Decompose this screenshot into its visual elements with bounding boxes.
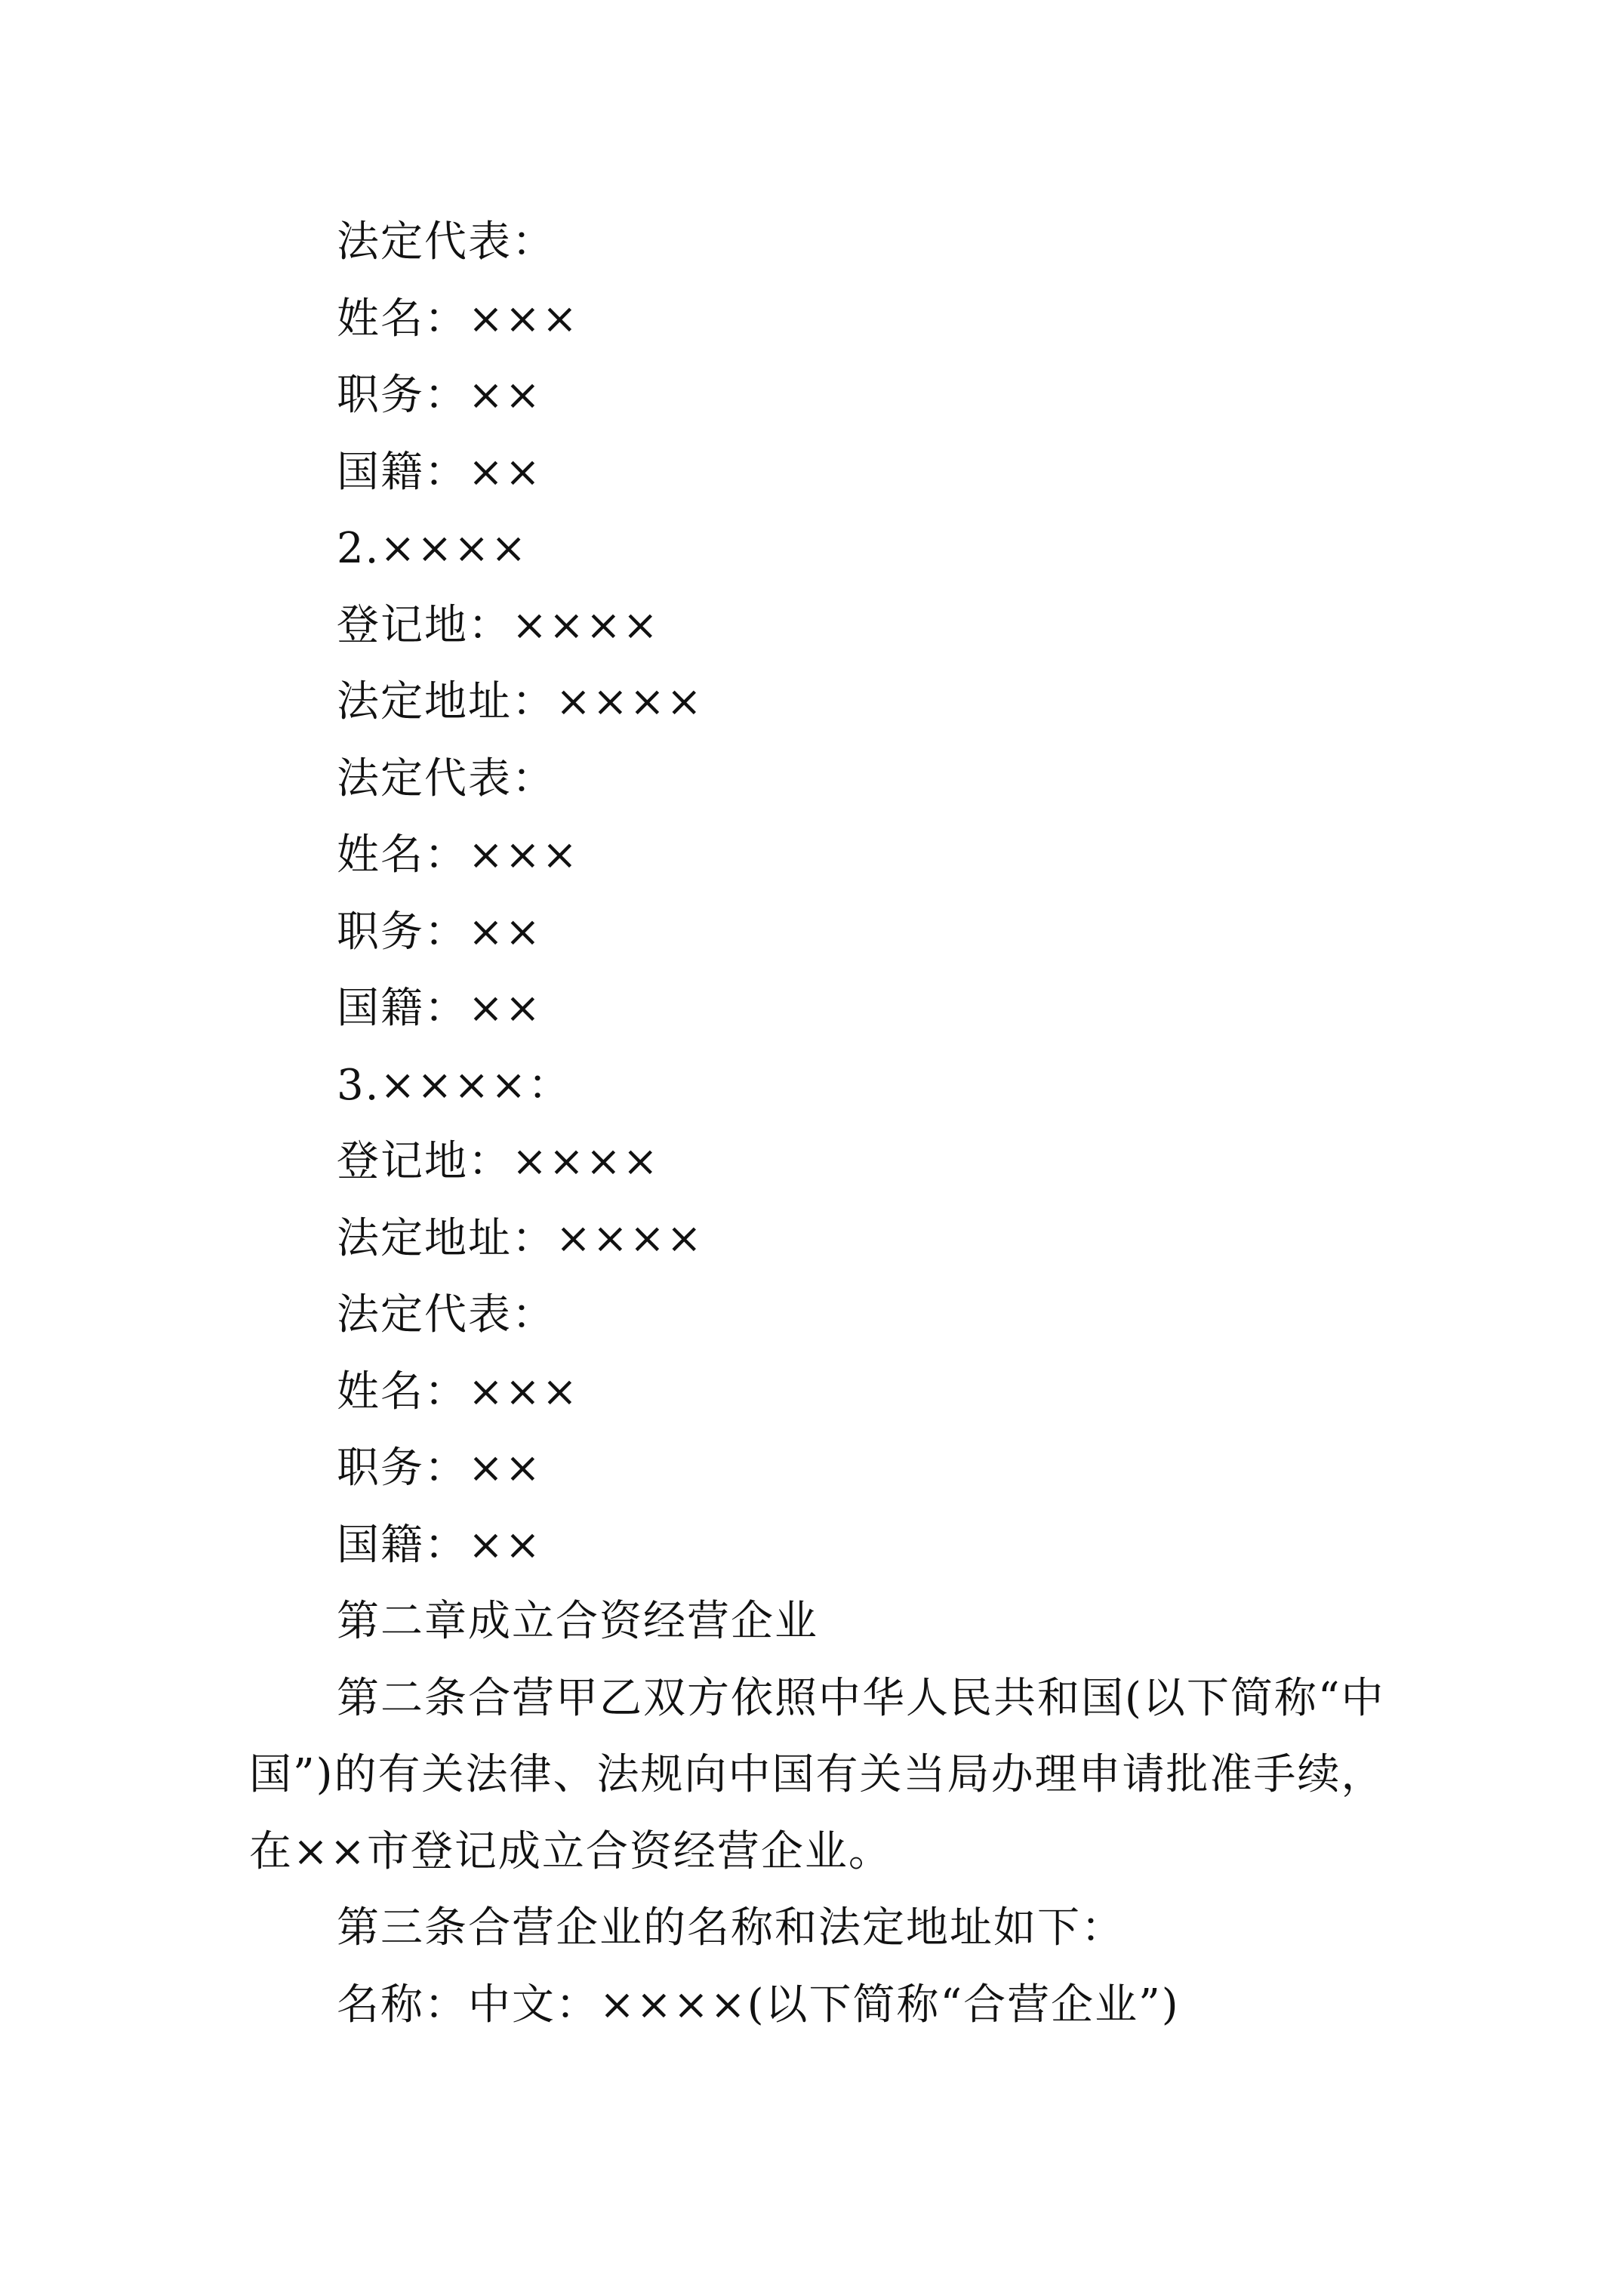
name-field: 姓名：××× xyxy=(337,1367,579,1416)
party-2-heading: 2.×××× xyxy=(337,524,528,573)
legal-address-field: 法定地址：×××× xyxy=(337,677,704,726)
company-name-line: 名称：中文：××××(以下简称“合营企业”) xyxy=(337,1980,1180,2029)
position-field: 职务：×× xyxy=(337,1444,542,1493)
document-body xyxy=(249,204,1427,2043)
legal-representative-label: 法定代表： xyxy=(337,217,556,267)
name-field: 姓名：××× xyxy=(337,294,579,344)
legal-representative-label: 法定代表： xyxy=(337,754,556,803)
legal-address-field: 法定地址：×××× xyxy=(337,1213,704,1263)
nationality-field: 国籍：×× xyxy=(337,447,542,497)
article-2-paragraph: 第二条合营甲乙双方依照中华人民共和国(以下简称“中国”)的有关法律、法规向中国有关当局办理申请批准手续，在××市登记成立合资经营企业。 xyxy=(249,1673,1385,1876)
nationality-field: 国籍：×× xyxy=(337,1520,542,1570)
legal-representative-label: 法定代表： xyxy=(337,1290,556,1339)
position-field: 职务：×× xyxy=(337,907,542,957)
nationality-field: 国籍：×× xyxy=(337,984,542,1033)
name-field: 姓名：××× xyxy=(337,831,579,880)
party-3-heading: 3.××××： xyxy=(337,1060,572,1110)
position-field: 职务：×× xyxy=(337,371,542,420)
registration-place-field: 登记地：×××× xyxy=(337,1137,660,1186)
chapter-2-heading: 第二章成立合资经营企业 xyxy=(337,1597,818,1646)
registration-place-field: 登记地：×××× xyxy=(337,600,660,650)
article-3-paragraph: 第三条合营企业的名称和法定地址如下： xyxy=(337,1903,1125,1952)
